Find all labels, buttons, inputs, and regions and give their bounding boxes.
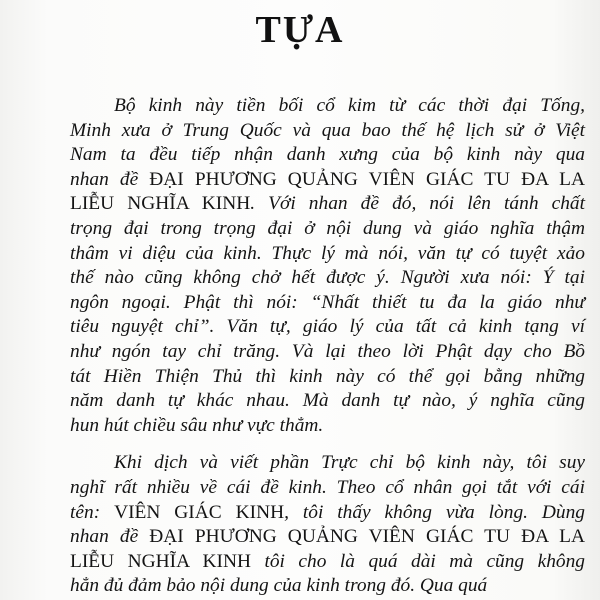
text-line [70,143,585,168]
text-segment: Khi dịch và viết phần Trực chỉ bộ kinh này, tôi suy [114,452,585,474]
text-segment: năm danh tự khác nhau. Mà danh tự nào, ý nghĩa cũng [70,390,585,412]
text-segment: thế nào cũng không chở hết được ý. Người xưa nói: Ý tại [70,267,585,289]
text-line [70,389,585,414]
text-segment: tát Hiền Thiện Thủ thì kinh này có thể gọi bằng những [70,365,585,387]
text-segment: Bộ kinh này tiền bối cổ kim từ các thời đại Tống, [114,95,585,116]
text-line [70,414,585,439]
text-line [70,242,585,267]
text-segment: ngôn ngoại. Phật thì nói: “Nhất thiết tu đa la giáo như [70,291,585,313]
text-segment: nhan đề [70,526,150,548]
text-line [70,94,585,119]
text-line [70,119,585,144]
text-segment: Nam ta đều tiếp nhận danh xưng của bộ kinh này qua [70,144,585,166]
text-line [70,291,585,316]
text-segment: tiêu nguyệt chỉ”. Văn tự, giáo lý của tất cả kinh tạng ví [70,316,585,338]
text-line [70,192,585,217]
text-line [70,451,585,476]
text-line [70,476,585,501]
text-segment: . Với nhan đề đó, nói lên tánh chất [250,193,585,215]
text-segment: thâm vi diệu của kinh. Thực lý mà nói, văn tự có tuyệt xảo [70,242,585,264]
sutra-title: ĐẠI PHƯƠNG QUẢNG VIÊN GIÁC TU ĐA LA [149,526,585,548]
text-line [70,501,585,526]
preface-body [70,94,585,599]
text-segment: , tôi thấy không vừa lòng. Dùng [284,501,585,523]
text-line [70,217,585,242]
text-line [70,365,585,390]
sutra-title: LIỄU NGHĨA KINH [70,193,251,215]
text-segment: nghĩ rất nhiều về cái đề kinh. Theo cổ nhân gọi tắt với cái [70,476,585,498]
text-segment: tên: [70,501,115,523]
text-line [70,340,585,365]
sutra-title: VIÊN GIÁC KINH [114,501,285,523]
text-line [70,574,585,599]
text-segment: hun hút chiều sâu như vực thẳm. [70,414,324,436]
text-line [70,525,585,550]
text-segment: hẳn đủ đảm bảo nội dung của kinh trong đó. Qua quá [70,575,488,597]
text-segment: Minh xưa ở Trung Quốc và qua bao thế hệ lịch sử ở Việt [70,119,585,141]
text-line [70,168,585,193]
sutra-title: LIỄU NGHĨA KINH [70,550,251,572]
sutra-title: ĐẠI PHƯƠNG QUẢNG VIÊN GIÁC TU ĐA LA [149,168,585,190]
text-line [70,550,585,575]
page-title: TỰA [255,9,345,51]
text-line [70,266,585,291]
text-segment: như ngón tay chỉ trăng. Và lại theo lời Phật dạy cho Bồ [70,340,585,362]
text-segment: trọng đại trong trọng đại ở nội dung và giáo nghĩa thậm [70,217,585,239]
text-line [70,315,585,340]
text-segment: tôi cho là quá dài mà cũng không [250,550,585,572]
paragraph [70,94,585,438]
text-segment: nhan đề [70,168,150,190]
paragraph [70,451,585,599]
